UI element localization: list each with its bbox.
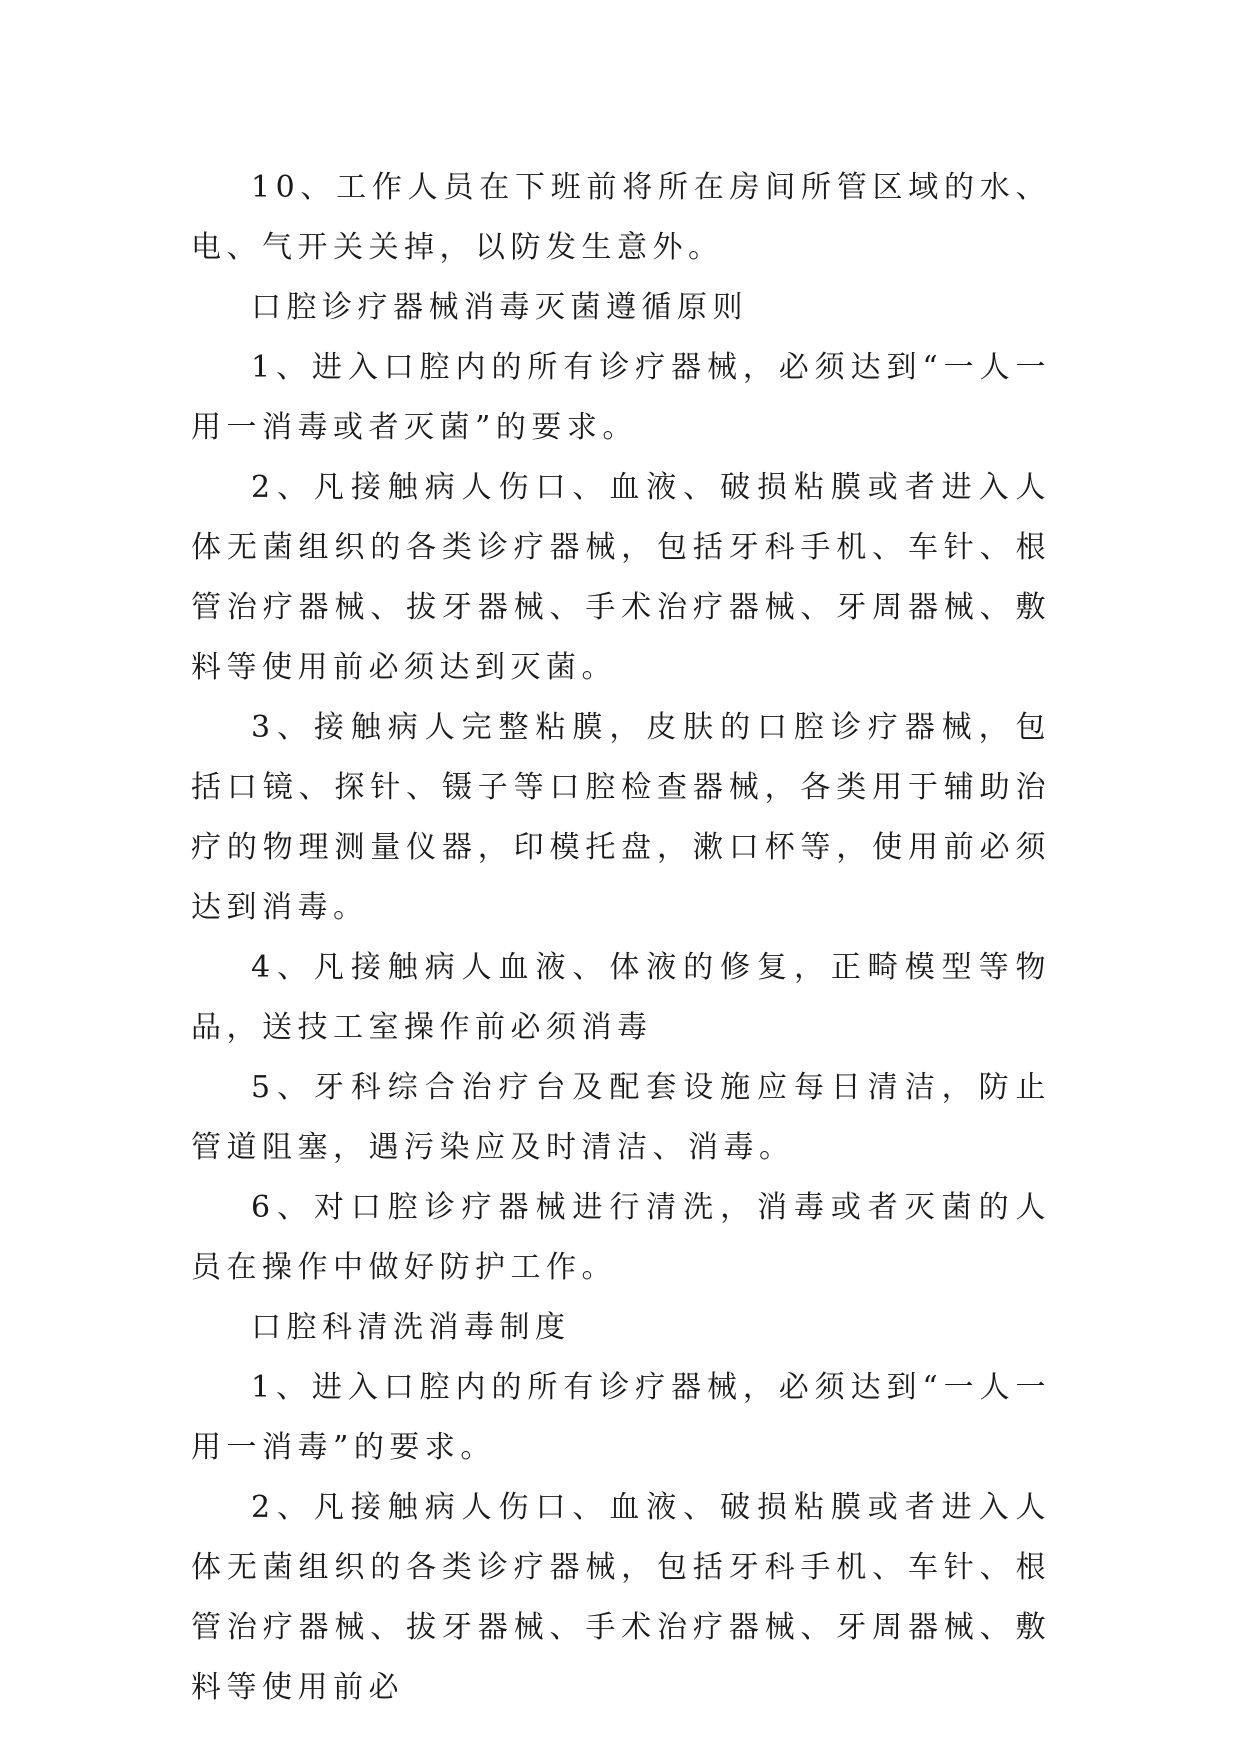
paragraph-principle-5: 5、牙科综合治疗台及配套设施应每日清洁，防止管道阻塞，遇污染应及时清洁、消毒。: [191, 1070, 1051, 1165]
paragraph-principle-6: 6、对口腔诊疗器械进行清洗，消毒或者灭菌的人员在操作中做好防护工作。: [191, 1190, 1051, 1285]
paragraph-off-duty-switches: 10、工作人员在下班前将所在房间所管区域的水、电、气开关关掉，以防发生意外。: [191, 170, 1051, 265]
document-body: [191, 158, 1051, 1718]
paragraph-policy-2: 2、凡接触病人伤口、血液、破损粘膜或者进入人体无菌组织的各类诊疗器械，包括牙科手机、车针、根管治疗器械、拔牙器械、手术治疗器械、牙周器械、敷料等使用前必: [191, 1490, 1051, 1705]
paragraph-policy-1: 1、进入口腔内的所有诊疗器械，必须达到“一人一用一消毒”的要求。: [191, 1370, 1051, 1465]
paragraph-principle-3: 3、接触病人完整粘膜，皮肤的口腔诊疗器械，包括口镜、探针、镊子等口腔检查器械，各类用于辅助治疗的物理测量仪器，印模托盘，漱口杯等，使用前必须达到消毒。: [191, 710, 1051, 925]
section-heading-cleaning-disinfection-policy: 口腔科清洗消毒制度: [251, 1310, 571, 1345]
paragraph-principle-1: 1、进入口腔内的所有诊疗器械，必须达到“一人一用一消毒或者灭菌”的要求。: [191, 350, 1051, 445]
section-heading-sterilization-principles: 口腔诊疗器械消毒灭菌遵循原则: [251, 290, 748, 325]
paragraph-principle-2: 2、凡接触病人伤口、血液、破损粘膜或者进入人体无菌组织的各类诊疗器械，包括牙科手机、车针、根管治疗器械、拔牙器械、手术治疗器械、牙周器械、敷料等使用前必须达到灭菌。: [191, 470, 1051, 685]
paragraph-principle-4: 4、凡接触病人血液、体液的修复，正畸模型等物品，送技工室操作前必须消毒: [191, 950, 1051, 1045]
